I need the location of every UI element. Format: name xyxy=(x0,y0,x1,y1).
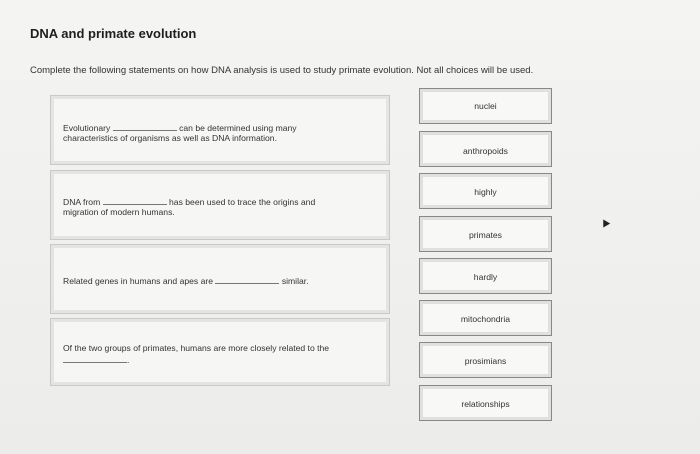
choice-hardly[interactable] xyxy=(419,258,552,294)
statement-box-4 xyxy=(50,318,390,386)
statement-4-line-2 xyxy=(63,354,129,366)
choice-nuclei[interactable] xyxy=(419,88,552,124)
choice-relationships[interactable] xyxy=(419,385,552,421)
statement-2-blank[interactable] xyxy=(103,196,167,205)
statement-2-before: DNA from xyxy=(63,197,101,207)
mouse-cursor-icon xyxy=(600,217,610,227)
choice-label: hardly xyxy=(473,272,498,282)
choice-label: primates xyxy=(469,230,502,240)
statement-4-end: . xyxy=(127,355,130,365)
statement-1-after: can be determined using many xyxy=(179,123,297,133)
statement-3-blank[interactable] xyxy=(215,275,279,284)
statement-1-line-2: characteristics of organisms as well as DNA information. xyxy=(63,133,277,143)
instructions-text: Complete the following statements on how DNA analysis is used to study primate evolution. Not all choices will be used. xyxy=(30,65,534,76)
page-title: DNA and primate evolution xyxy=(30,26,197,41)
statement-3-line-1 xyxy=(63,275,309,287)
choice-primates[interactable] xyxy=(419,216,552,252)
choice-label: nuclei xyxy=(474,101,497,111)
choice-label: mitochondria xyxy=(460,314,511,324)
choice-prosimians[interactable] xyxy=(419,342,552,378)
statement-2-after: has been used to trace the origins and xyxy=(169,197,316,207)
choice-label: prosimians xyxy=(464,356,507,366)
choice-label: anthropoids xyxy=(463,146,508,156)
statement-box-1 xyxy=(50,95,390,165)
choice-label: highly xyxy=(474,187,497,197)
statement-2-line-2: migration of modern humans. xyxy=(63,207,175,217)
statement-1-before: Evolutionary xyxy=(63,123,111,133)
statement-1-blank[interactable] xyxy=(113,122,177,131)
statement-4-blank[interactable] xyxy=(63,354,130,365)
statement-box-2 xyxy=(50,170,390,240)
choice-mitochondria[interactable] xyxy=(419,300,552,336)
choice-label: relationships xyxy=(461,399,510,409)
statement-3-before: Related genes in humans and apes are xyxy=(63,276,214,286)
statement-4-line-1: Of the two groups of primates, humans are more closely related to the xyxy=(63,343,330,353)
statement-3-after: similar. xyxy=(281,276,309,286)
choice-highly[interactable] xyxy=(419,173,552,209)
choice-anthropoids[interactable] xyxy=(419,131,552,167)
statement-box-3 xyxy=(50,244,390,314)
